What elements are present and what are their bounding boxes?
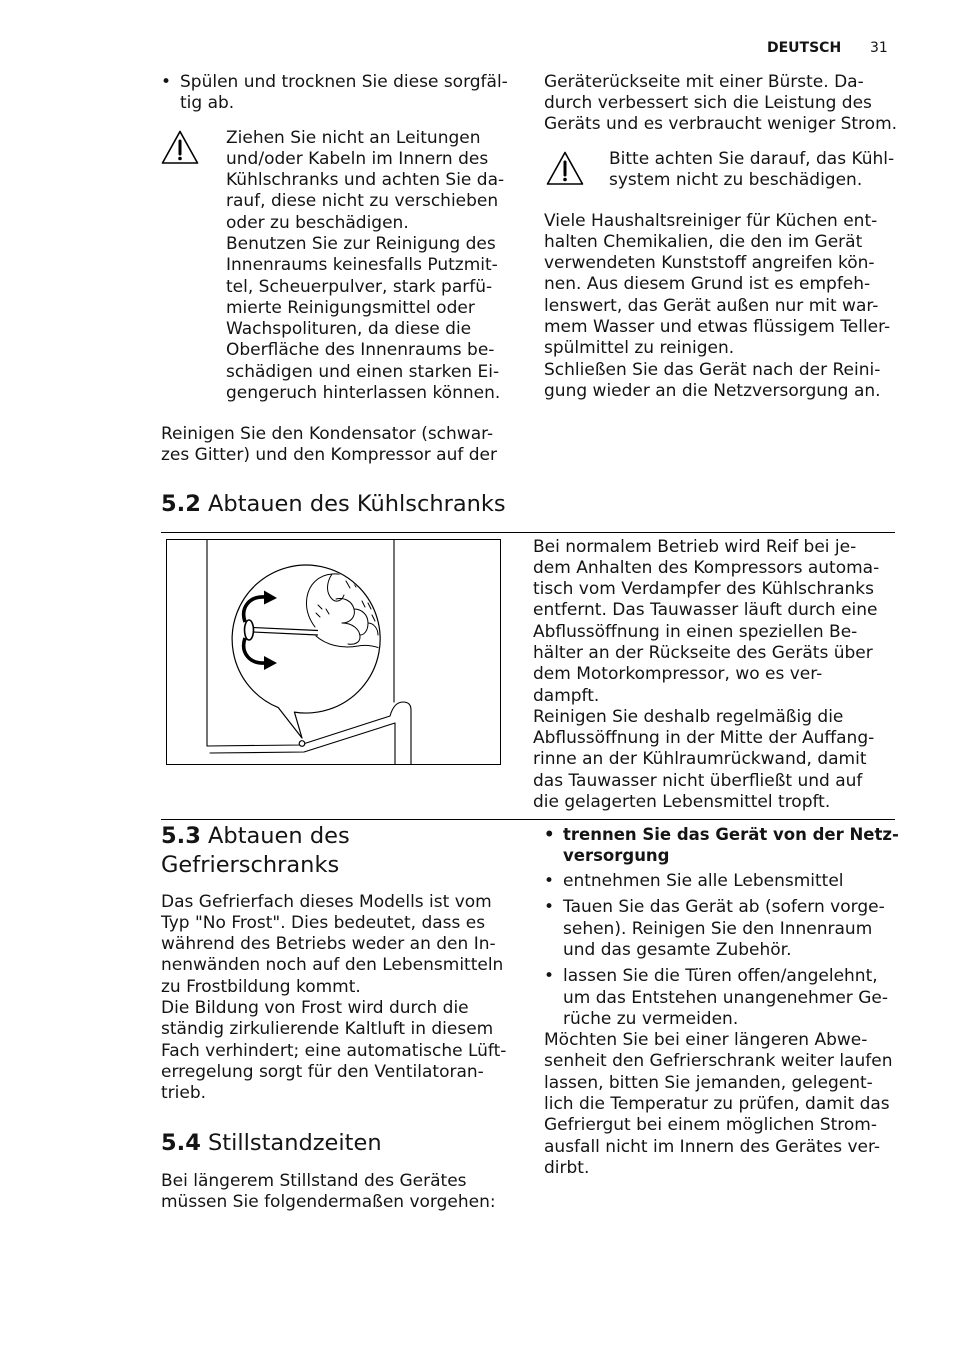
standstill-steps-list — [544, 824, 899, 1180]
section-divider — [161, 819, 895, 820]
rinse-bullet: • Spülen und trocknen Sie diese sorgfäl- tig ab. — [161, 72, 508, 115]
list-item: • lassen Sie die Türen offen/angelehnt, um das Entstehen unangenehmer Ge- rüche zu vermeiden. — [544, 966, 899, 1030]
section-heading-5-3 — [161, 822, 350, 880]
section-title: Abtauen des Gefrierschranks — [161, 823, 350, 878]
drain-hole-icon — [299, 741, 305, 747]
warning-text-cooling-system: Bitte achten Sie darauf, das Kühl- system nicht zu beschädigen. — [609, 148, 895, 190]
standstill-intro-paragraph: Bei längerem Stillstand des Gerätes müssen Sie folgendermaßen vorgehen: — [161, 1170, 496, 1212]
condenser-paragraph: Reinigen Sie den Kondensator (schwar- zes Gitter) und den Kompressor auf der — [161, 423, 497, 465]
warning-text-cables: Ziehen Sie nicht an Leitungen und/oder Kabeln im Innern des Kühlschranks und achten Sie da- rauf, diese nicht zu verschieben oder zu beschädigen. Benutzen Sie zur Reinigung des Innenraums keinesfalls Putzmit- tel, Scheuerpulver, stark parfü- mierte Reinigungsmittel oder Wachspolituren, da diese die Oberfläche des Innenraums be- schädigen und einen starken Ei- gengeruch hinterlassen können. — [226, 127, 505, 404]
list-item: • entnehmen Sie alle Lebensmittel — [544, 871, 899, 892]
defrost-freezer-paragraph: Das Gefrierfach dieses Modells ist vom Typ "No Frost". Dies bedeutet, dass es während des Betriebs weder an den In- nenwänden noch auf den Lebensmitteln zu Frostbildung kommt. Die Bildung von Frost wird durch die ständig zirkulierende Kaltluft in diesem Fach verhindert; eine automatische Lüft- erregelung sorgt für den Ventilatoran- trieb. — [161, 891, 507, 1104]
section-number: 5.3 — [161, 823, 201, 849]
section-title: Abtauen des Kühlschranks — [208, 491, 506, 517]
page-number: 31 — [870, 40, 888, 56]
condenser-paragraph-continued: Geräterückseite mit einer Bürste. Da- durch verbessert sich die Leistung des Geräts und es verbraucht weniger Strom. — [544, 71, 898, 135]
defrost-fridge-paragraph: Bei normalem Betrieb wird Reif bei je- dem Anhalten des Kompressors automa- tisch vom Verdampfer des Kühlschranks entfernt. Das Tauwasser läuft durch eine Abflussöffnung in einen speziellen Be- hälter an der Rückseite des Geräts über dem Motorkompressor, wo es ver- dampft. Reinigen Sie deshalb regelmäßig die Abflussöffnung in der Mitte der Auffang- rinne an der Kühlraumrückwand, damit das Tauwasser nicht überfließt und auf die gelagerten Lebensmittel tropft. — [533, 536, 880, 813]
section-heading-5-2 — [161, 490, 506, 518]
section-number: 5.4 — [161, 1130, 201, 1156]
list-item: • Tauen Sie das Gerät ab (sofern vorge- sehen). Reinigen Sie den Innenraum und das gesamte Zubehör. — [544, 897, 899, 961]
section-divider — [161, 532, 895, 533]
section-heading-5-4 — [161, 1129, 382, 1158]
section-number: 5.2 — [161, 491, 201, 517]
absence-note-paragraph: Möchten Sie bei einer längeren Abwe- senheit den Gefrierschrank weiter laufen lassen, bitten Sie jemanden, gelegent- lich die Temperatur zu prüfen, damit das Gefriergut bei einem möglichen Strom- ausfall nicht im Innern des Gerätes ver- dirbt. — [544, 1030, 893, 1178]
detergent-paragraph: Viele Haushaltsreiniger für Küchen ent- halten Chemikalien, die den im Gerät verwendeten Kunststoff angreifen kön- nen. Aus diesem Grund ist es empfeh- lenswert, das Gerät außen nur mit war- mem Wasser und etwas flüssigem Teller- spülmittel zu reinigen. Schließen Sie das Gerät nach der Reini- gung wieder an die Netzversorgung an. — [544, 210, 891, 401]
header-language: DEUTSCH — [767, 40, 842, 56]
warning-icon — [160, 129, 200, 166]
section-title: Stillstandzeiten — [208, 1130, 382, 1156]
warning-icon — [545, 150, 585, 187]
defrost-drain-illustration — [166, 539, 501, 765]
list-item: • trennen Sie das Gerät von der Netz- versorgung — [544, 824, 899, 867]
rinse-bullet-list — [161, 72, 508, 115]
